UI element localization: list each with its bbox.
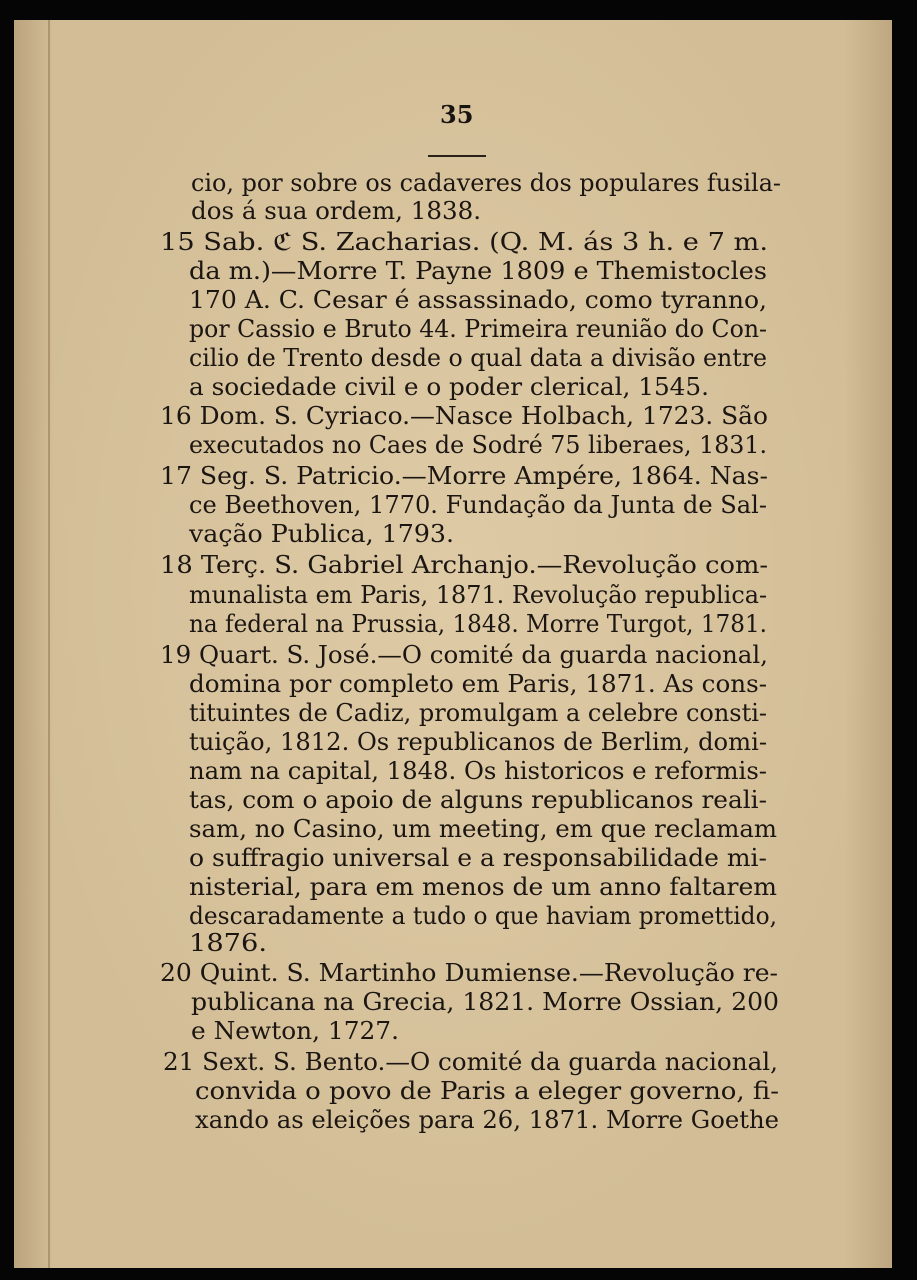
text-line: 17 Seg. S. Patricio.—Morre Ampére, 1864. Nas- bbox=[160, 462, 768, 490]
page-number: 35 bbox=[440, 100, 474, 129]
header-rule bbox=[428, 155, 486, 157]
text-line: descaradamente a tudo o que haviam promettido, bbox=[189, 902, 777, 930]
text-line: na federal na Prussia, 1848. Morre Turgot, 1781. bbox=[189, 610, 768, 638]
text-line: e Newton, 1727. bbox=[191, 1017, 399, 1045]
text-line: 15 Sab. ℭ S. Zacharias. (Q. M. ás 3 h. e 7 m. bbox=[160, 228, 769, 256]
text-line: da m.)—Morre T. Payne 1809 e Themistocles bbox=[189, 257, 767, 285]
text-line: nam na capital, 1848. Os historicos e reformis- bbox=[189, 757, 768, 785]
text-line: cilio de Trento desde o qual data a divisão entre bbox=[189, 344, 768, 372]
text-line: 20 Quint. S. Martinho Dumiense.—Revolução re- bbox=[160, 959, 779, 987]
text-line: 170 A. C. Cesar é assassinado, como tyranno, bbox=[189, 286, 768, 314]
text-line: 16 Dom. S. Cyriaco.—Nasce Holbach, 1723. São bbox=[160, 402, 768, 430]
text-line: munalista em Paris, 1871. Revolução republica- bbox=[189, 581, 768, 609]
text-line: 1876. bbox=[189, 929, 268, 957]
text-line: tituintes de Cadiz, promulgam a celebre consti- bbox=[189, 699, 767, 727]
text-line: cio, por sobre os cadaveres dos populares fusila- bbox=[191, 169, 782, 197]
text-line: 19 Quart. S. José.—O comité da guarda nacional, bbox=[160, 641, 768, 669]
text-line: tuição, 1812. Os republicanos de Berlim, domi- bbox=[189, 728, 767, 756]
text-line: a sociedade civil e o poder clerical, 1545. bbox=[189, 373, 709, 401]
text-line: 18 Terç. S. Gabriel Archanjo.—Revolução com- bbox=[160, 551, 769, 579]
text-line: domina por completo em Paris, 1871. As cons- bbox=[189, 670, 768, 698]
text-line: 21 Sext. S. Bento.—O comité da guarda nacional, bbox=[163, 1048, 778, 1076]
text-line: tas, com o apoio de alguns republicanos reali- bbox=[189, 786, 767, 814]
text-line: executados no Caes de Sodré 75 liberaes, 1831. bbox=[189, 431, 767, 459]
text-line: o suffragio universal e a responsabilidade mi- bbox=[189, 844, 767, 872]
text-line: dos á sua ordem, 1838. bbox=[191, 197, 482, 225]
text-line: ce Beethoven, 1770. Fundação da Junta de Sal- bbox=[189, 491, 767, 519]
text-line: convida o povo de Paris a eleger governo, fi- bbox=[195, 1077, 780, 1105]
text-line: por Cassio e Bruto 44. Primeira reunião do Con- bbox=[189, 315, 768, 343]
text-line: xando as eleições para 26, 1871. Morre Goethe bbox=[195, 1106, 779, 1134]
text-line: vação Publica, 1793. bbox=[189, 520, 455, 548]
text-line: sam, no Casino, um meeting, em que reclamam bbox=[189, 815, 778, 843]
text-line: publicana na Grecia, 1821. Morre Ossian, 200 bbox=[191, 988, 779, 1016]
page-fold-shadow bbox=[48, 20, 50, 1268]
text-line: nisterial, para em menos de um anno faltarem bbox=[189, 873, 778, 901]
